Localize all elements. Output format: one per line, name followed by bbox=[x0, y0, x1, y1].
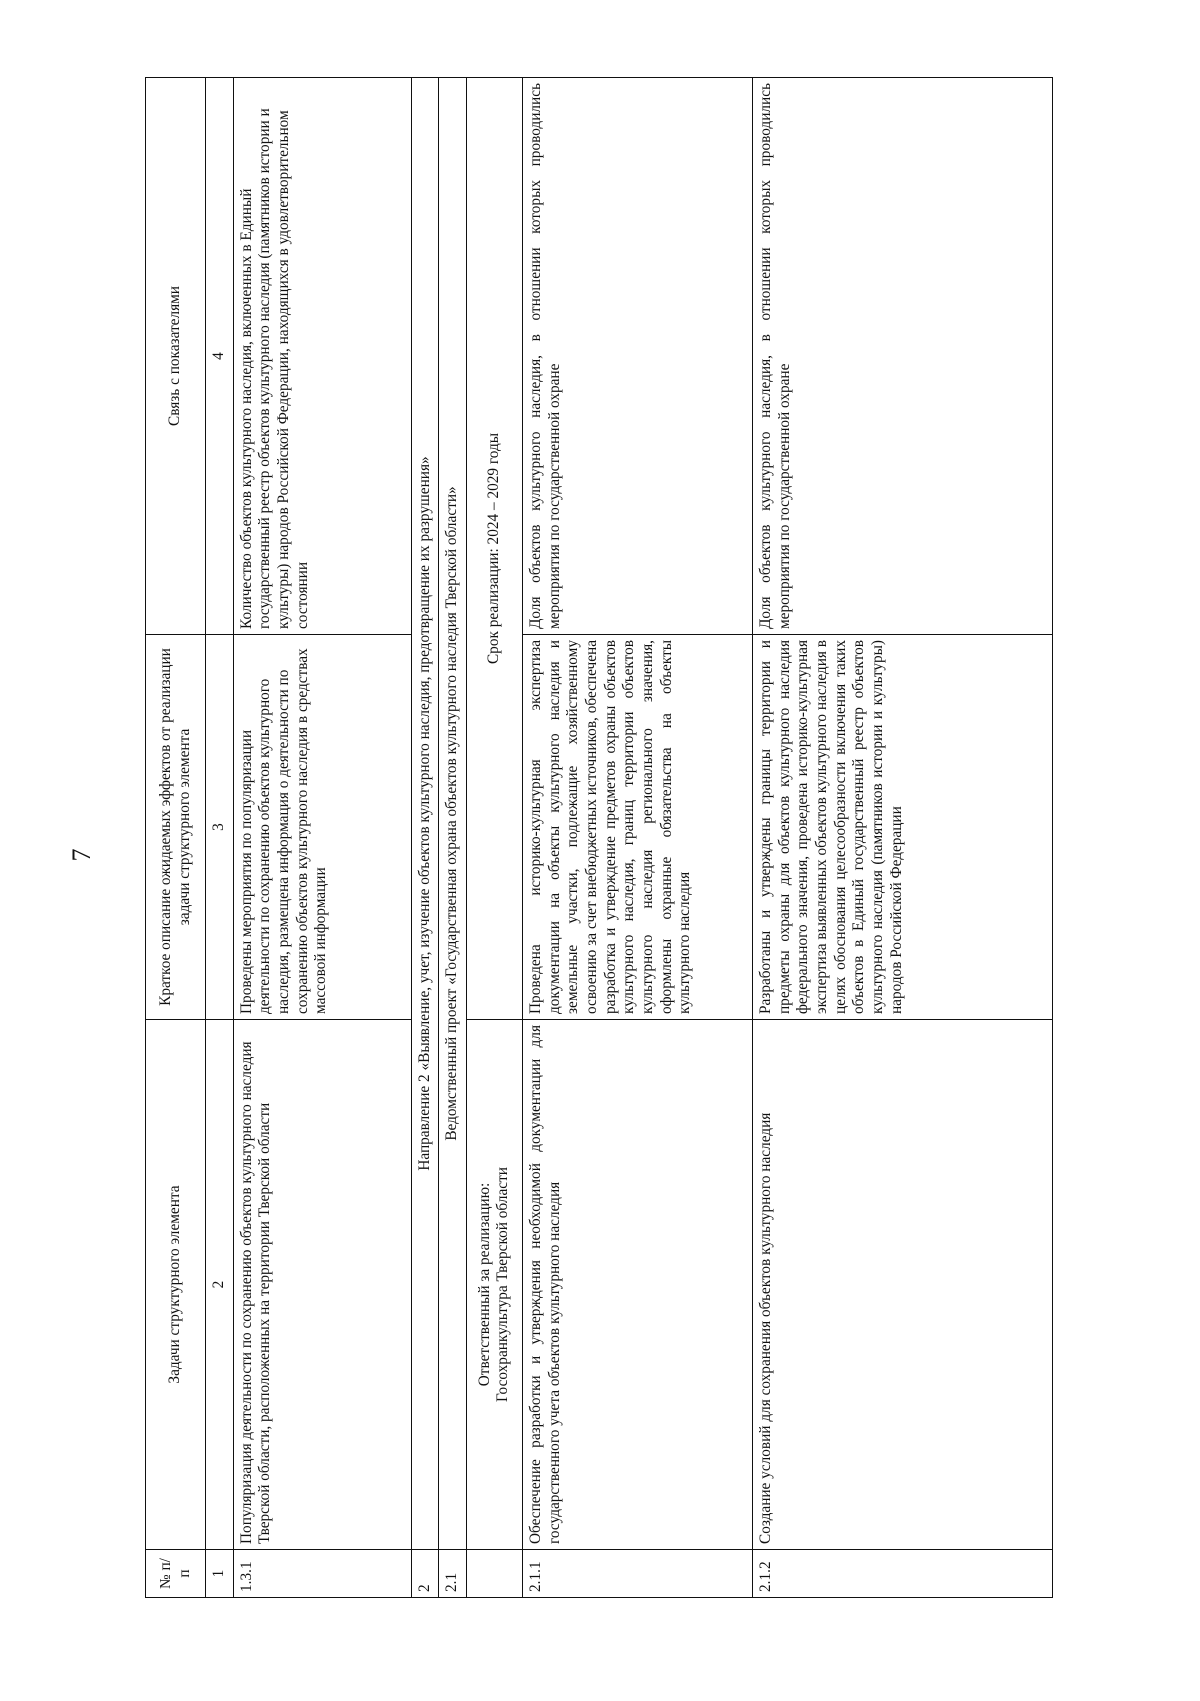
row-effect: Проведена историко-культурная экспертиза документации на объекты культурного наследия и земельные участки, подлежащие хозяйственному освоению за счет внебюджетных источников, обеспечена разработка и утверждение предметов охраны объектов культурного наследия, границ территории объектов культурного наследия регионального значения, оформлены охранные обязательства на объекты культурного наследия bbox=[522, 635, 752, 1020]
project-title: Ведомственный проект «Государственная охрана объектов культурного наследия Тверской области» bbox=[439, 78, 467, 1550]
row-effect: Проведены мероприятия по популяризации деятельности по сохранению объектов культурного наследия, размещена информация о деятельности по сохранению объектов культурного наследия в средствах массовой информации bbox=[233, 635, 411, 1020]
structural-elements-table bbox=[145, 77, 1053, 1598]
col-number: 1 bbox=[206, 1550, 234, 1598]
header-tasks: Задачи структурного элемента bbox=[146, 1020, 206, 1550]
row-num: 2 bbox=[411, 1550, 439, 1598]
row-effect: Разработаны и утверждены границы территории и предметы охраны для объектов культурного наследия федерального значения, проведена историко-культурная экспертиза выявленных объектов культурного наследия в целях обоснования целесообразности включения таких объектов в Единый государственный реестр объектов культурного наследия (памятников истории и культуры) народов Российской Федерации bbox=[752, 635, 1052, 1020]
row-link: Доля объектов культурного наследия, в отношении которых проводились мероприятия по государственной охране bbox=[522, 78, 752, 635]
row-num: 2.1 bbox=[439, 1550, 467, 1598]
row-num: 2.1.1 bbox=[522, 1550, 752, 1598]
col-number: 3 bbox=[206, 635, 234, 1020]
table-header-row bbox=[146, 78, 206, 1598]
project-row bbox=[439, 78, 467, 1598]
table-row bbox=[522, 78, 752, 1598]
row-num: 2.1.2 bbox=[752, 1550, 1052, 1598]
row-link: Количество объектов культурного наследия, включенных в Единый государственный реестр объектов культурного наследия (памятников истории и культуры) народов Российской Федерации, находящихся в удовлетворительном состоянии bbox=[233, 78, 411, 635]
column-numbers-row bbox=[206, 78, 234, 1598]
header-num: № п/п bbox=[146, 1550, 206, 1598]
direction-title: Направление 2 «Выявление, учет, изучение объектов культурного наследия, предотвращение их разрушения» bbox=[411, 78, 439, 1550]
col-number: 2 bbox=[206, 1020, 234, 1550]
table-row bbox=[233, 78, 411, 1598]
row-num: 1.3.1 bbox=[233, 1550, 411, 1598]
header-indicators: Связь с показателями bbox=[146, 78, 206, 635]
row-task: Популяризация деятельности по сохранению объектов культурного наследия Тверской области, расположенных на территории Тверской области bbox=[233, 1020, 411, 1550]
row-task: Создание условий для сохранения объектов культурного наследия bbox=[752, 1020, 1052, 1550]
responsible-text: Ответственный за реализацию: Госохранкультура Тверской области bbox=[466, 1020, 522, 1550]
table-row bbox=[752, 78, 1052, 1598]
rotated-table-container bbox=[145, 78, 1185, 1598]
responsible-row bbox=[466, 78, 522, 1598]
term-text: Срок реализации: 2024 – 2029 годы bbox=[466, 78, 522, 1020]
row-task: Обеспечение разработки и утверждения необходимой документации для государственного учета объектов культурного наследия bbox=[522, 1020, 752, 1550]
col-number: 4 bbox=[206, 78, 234, 635]
direction-row bbox=[411, 78, 439, 1598]
header-effects: Краткое описание ожидаемых эффектов от реализации задачи структурного элемента bbox=[146, 635, 206, 1020]
page-number: 7 bbox=[67, 848, 96, 862]
empty-cell bbox=[466, 1550, 522, 1598]
row-link: Доля объектов культурного наследия, в отношении которых проводились мероприятия по государственной охране bbox=[752, 78, 1052, 635]
